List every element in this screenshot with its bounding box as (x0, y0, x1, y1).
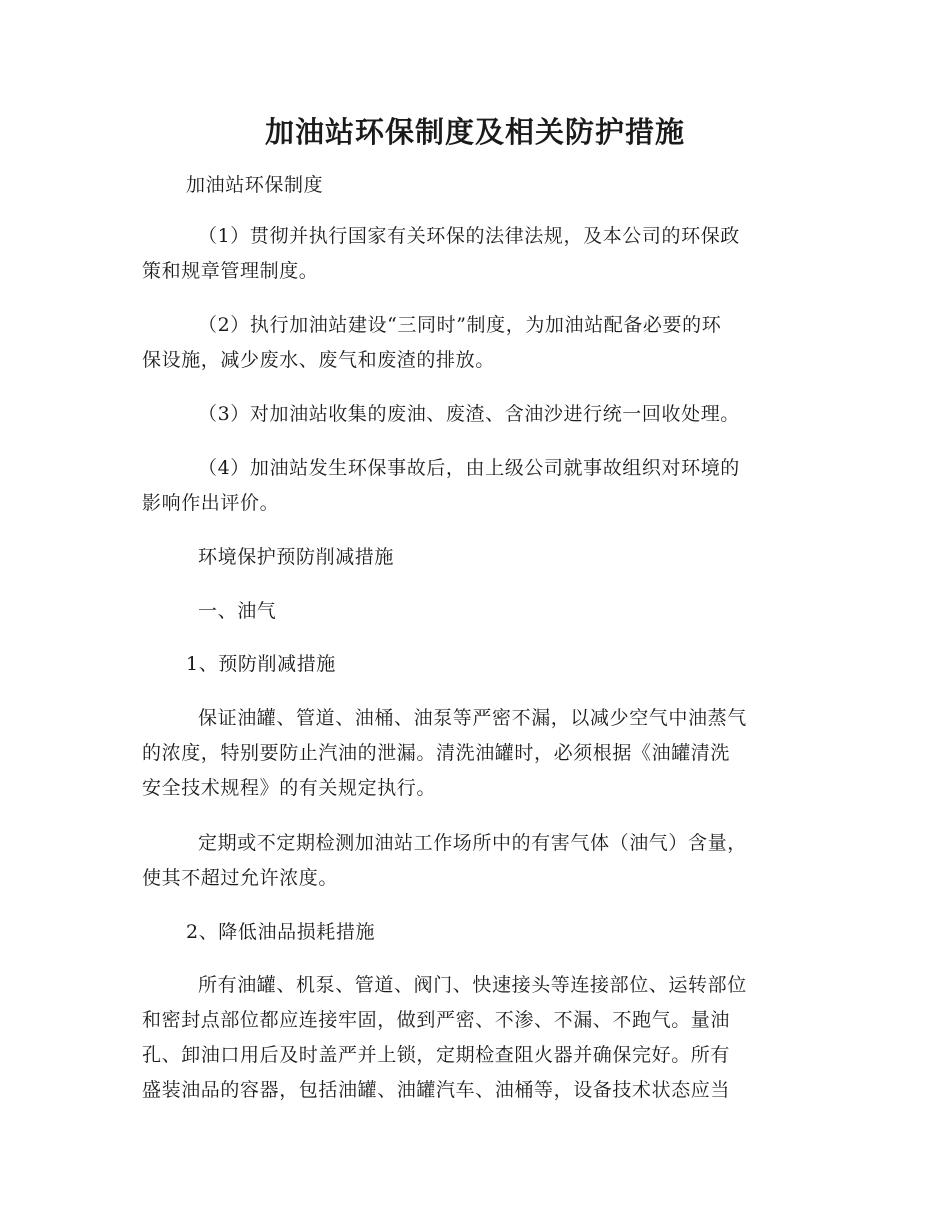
text-line: 策和规章管理制度。 (142, 260, 319, 282)
paragraph-tank-sealing (142, 701, 810, 806)
paragraph-item-3 (142, 397, 810, 432)
text-line: 定期或不定期检测加油站工作场所中的有害气体（油气）含量， (198, 832, 747, 854)
paragraph-item-4 (142, 451, 810, 521)
paragraph-gas-detection (142, 826, 810, 896)
text-line: 1、预防削减措施 (186, 653, 336, 675)
text-line: 保设施，减少废水、废气和废渣的排放。 (142, 349, 495, 371)
paragraph-equipment-sealing (142, 968, 810, 1108)
section-heading-oil-vapor (198, 594, 866, 629)
text-line: （4）加油站发生环保事故后，由上级公司就事故组织对环境的 (198, 457, 740, 479)
text-line: （2）执行加油站建设“三同时”制度，为加油站配备必要的环 (198, 314, 722, 336)
text-line: 一、油气 (198, 600, 277, 622)
section-heading-environmental-system (186, 168, 854, 203)
paragraph-item-2 (142, 308, 810, 378)
text-line: （1）贯彻并执行国家有关环保的法律法规，及本公司的环保政 (198, 225, 740, 247)
text-line: 环境保护预防削减措施 (198, 546, 395, 568)
text-line: 盛装油品的容器，包括油罐、油罐汽车、油桶等，设备技术状态应当 (142, 1079, 731, 1101)
text-line: 使其不超过允许浓度。 (142, 867, 339, 889)
text-line: 加油站环保制度 (186, 174, 324, 196)
text-line: 和密封点部位都应连接牢固，做到严密、不渗、不漏、不跑气。量油 (142, 1009, 731, 1031)
text-line: （3）对加油站收集的废油、废渣、含油沙进行统一回收处理。 (198, 403, 740, 425)
text-line: 的浓度，特别要防止汽油的泄漏。清洗油罐时，必须根据《油罐清洗 (142, 742, 731, 764)
page-title: 加油站环保制度及相关防护措施 (264, 115, 685, 149)
text-line: 影响作出评价。 (142, 492, 280, 514)
text-line: 孔、卸油口用后及时盖严并上锁，定期检查阻火器并确保完好。所有 (142, 1044, 731, 1066)
text-line: 保证油罐、管道、油桶、油泵等严密不漏，以减少空气中油蒸气 (198, 707, 747, 729)
text-line: 2、降低油品损耗措施 (186, 921, 376, 943)
paragraph-item-1 (142, 219, 810, 289)
text-line: 安全技术规程》的有关规定执行。 (142, 777, 437, 799)
section-heading-prevention (198, 540, 866, 575)
subheading-loss-reduction (186, 915, 854, 950)
subheading-prevention-measures (186, 647, 854, 682)
text-line: 所有油罐、机泵、管道、阀门、快速接头等连接部位、运转部位 (198, 974, 747, 996)
